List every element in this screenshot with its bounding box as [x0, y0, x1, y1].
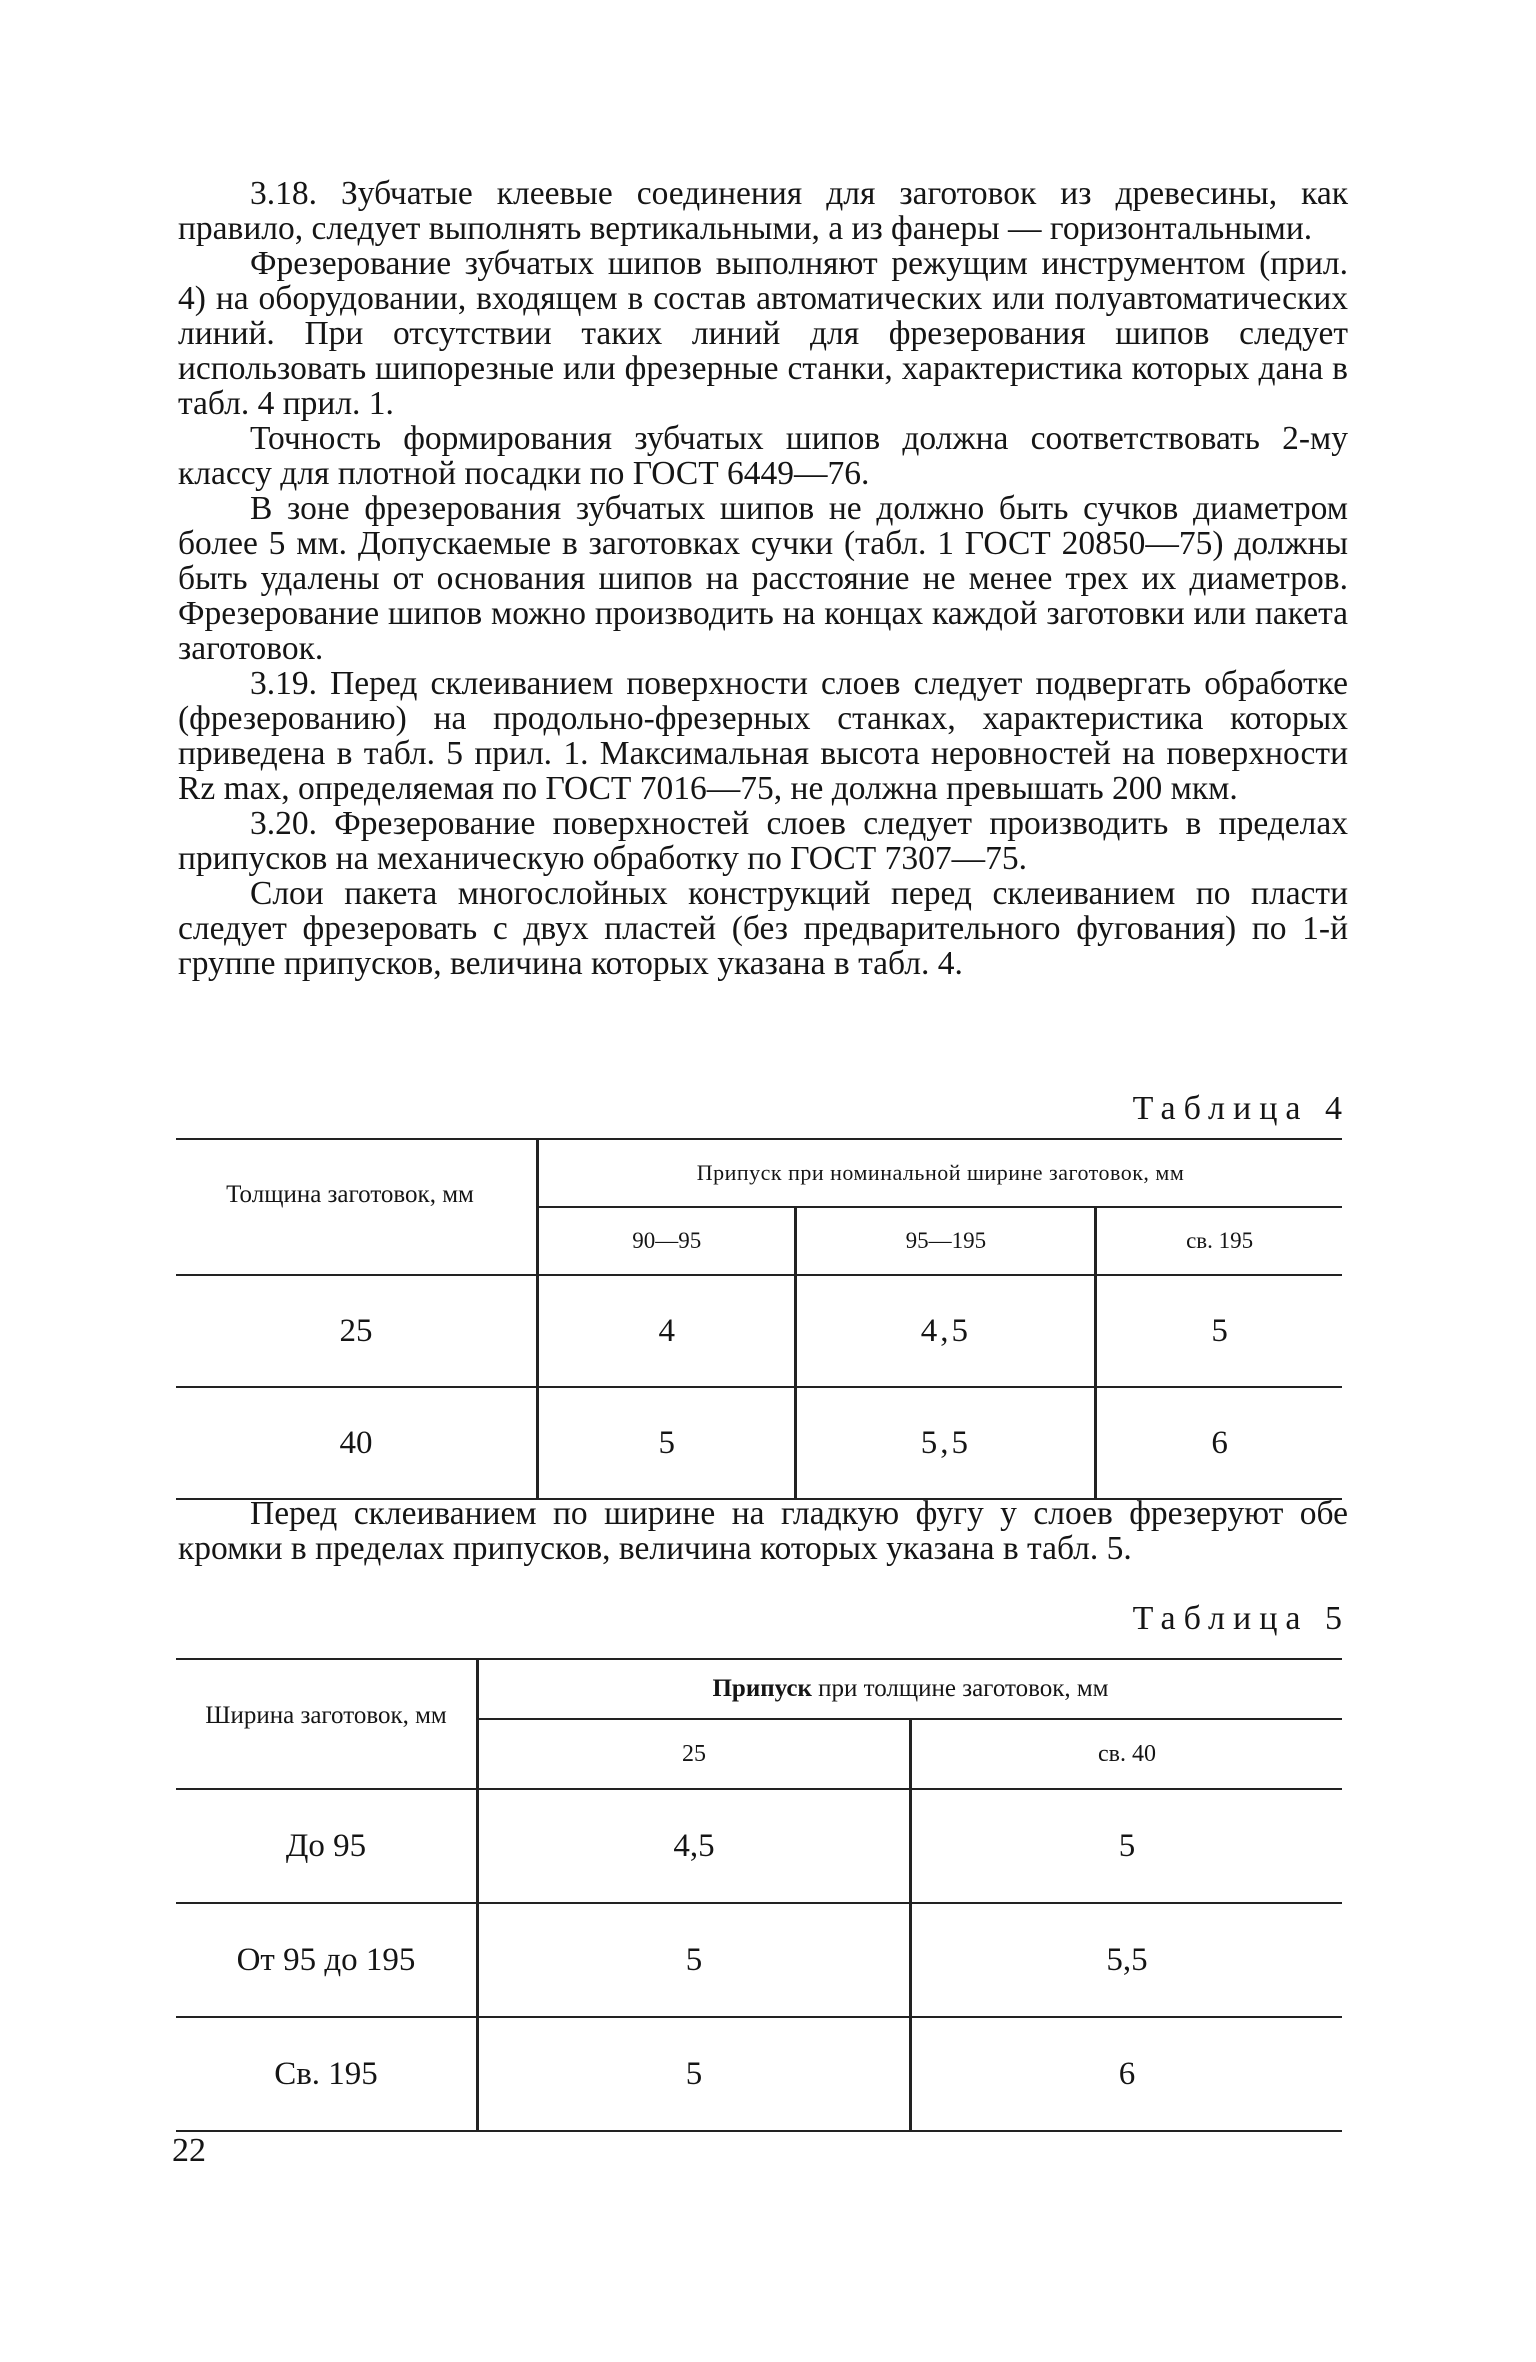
- table-4: [176, 1138, 1342, 1500]
- table5-cell-col1: 4,5: [478, 1789, 911, 1903]
- table4-cell-col2: 4,5: [796, 1275, 1096, 1387]
- table5-subheader-col1: 25: [478, 1719, 911, 1789]
- table5-cell-col1: 5: [478, 1903, 911, 2017]
- table5-cell-col2: 5: [911, 1789, 1343, 1903]
- table-row: [176, 1387, 1342, 1499]
- paragraph-layers: Слои пакета многослойных конструкций перед склеиванием по пласти следует фрезеровать с двух пластей (без предварительного фугования) по 1-й группе припусков, величина которых указана в табл. 4.: [178, 875, 1348, 982]
- table-row: [176, 2017, 1342, 2131]
- table-row: [176, 1275, 1342, 1387]
- paragraph-edge-milling: Перед склеиванием по ширине на гладкую фугу у слоев фрезеруют обе кромки в пределах припусков, величина которых указана в табл. 5.: [178, 1495, 1348, 1567]
- paragraph-3-20: 3.20. Фрезерование поверхностей слоев следует производить в пределах припусков на механическую обработку по ГОСТ 7307—75.: [178, 805, 1348, 877]
- table-row: [176, 1903, 1342, 2017]
- table4-cell-col2: 5,5: [796, 1387, 1096, 1499]
- table4-cell-col1: 5: [538, 1387, 796, 1499]
- table4-cell-col3: 5: [1096, 1275, 1342, 1387]
- table4-cell-col1: 4: [538, 1275, 796, 1387]
- table4-header-row: [176, 1139, 1342, 1207]
- table4-subheader-col1: 90—95: [538, 1207, 796, 1275]
- table5-header-allowance: [478, 1659, 1343, 1719]
- table5-caption: Таблица 5: [1132, 1600, 1350, 1637]
- table-5: [176, 1658, 1342, 2132]
- text-section-middle: [178, 1496, 1348, 1566]
- table4-header-allowance: Припуск при номинальной ширине заготовок, мм: [538, 1139, 1343, 1207]
- table4-caption: Таблица 4: [1132, 1090, 1350, 1127]
- table5-cell-col2: 6: [1118, 2055, 1136, 2092]
- page-number: 22: [172, 2132, 206, 2169]
- table4-cell-thickness: 25: [176, 1275, 538, 1387]
- table4-cell-col3: 6: [1211, 1424, 1228, 1461]
- paragraph-3-19: 3.19. Перед склеиванием поверхности слоев следует подвергать обработке (фрезерованию) на продольно-фрезерных станках, характеристика которых приведена в табл. 5 прил. 1. Максимальная высота неровностей на поверхности Rz max, определяемая по ГОСТ 7016—75, не должна превышать 200 мкм.: [178, 665, 1348, 807]
- table4-header-thickness: Толщина заготовок, мм: [176, 1139, 538, 1275]
- table5-header-allowance-rest: при толщине заготовок, мм: [811, 1675, 1109, 1703]
- paragraph-milling-equipment: Фрезерование зубчатых шипов выполняют режущим инструментом (прил. 4) на оборудовании, входящем в состав автоматических или полуавтоматических линий. При отсутствии таких линий для фрезерования шипов следует использовать шипорезные или фрезерные станки, характеристика которых дана в табл. 4 прил. 1.: [178, 245, 1348, 422]
- table5-header-allowance-bold: Припуск: [712, 1675, 812, 1703]
- table4-subheader-col3: св. 195: [1096, 1207, 1342, 1275]
- paragraph-3-18: 3.18. Зубчатые клеевые соединения для заготовок из древесины, как правило, следует выполнять вертикальными, а из фанеры — горизонтальными.: [178, 175, 1348, 247]
- table4-cell-thickness: 40: [176, 1387, 538, 1499]
- paragraph-accuracy: Точность формирования зубчатых шипов должна соответствовать 2-му классу для плотной посадки по ГОСТ 6449—76.: [178, 420, 1348, 492]
- table5-cell-width: От 95 до 195: [176, 1903, 478, 2017]
- table5-cell-width: До 95: [176, 1789, 478, 1903]
- paragraph-knots: В зоне фрезерования зубчатых шипов не должно быть сучков диаметром более 5 мм. Допускаемые в заготовках сучки (табл. 1 ГОСТ 20850—75) должны быть удалены от основания шипов на расстояние не менее трех их диаметров. Фрезерование шипов можно производить на концах каждой заготовки или пакета заготовок.: [178, 490, 1348, 667]
- table4-subheader-col2: 95—195: [796, 1207, 1096, 1275]
- table5-cell-col2: 5,5: [911, 1903, 1343, 2017]
- table5-cell-width: Св. 195: [176, 2017, 478, 2131]
- text-section-top: [178, 176, 1348, 981]
- table-row: [176, 1789, 1342, 1903]
- table5-header-row: [176, 1659, 1342, 1719]
- table5-subheader-col2: св. 40: [911, 1719, 1343, 1789]
- table5-cell-col1: 5: [478, 2017, 911, 2131]
- table5-header-width: Ширина заготовок, мм: [176, 1659, 478, 1789]
